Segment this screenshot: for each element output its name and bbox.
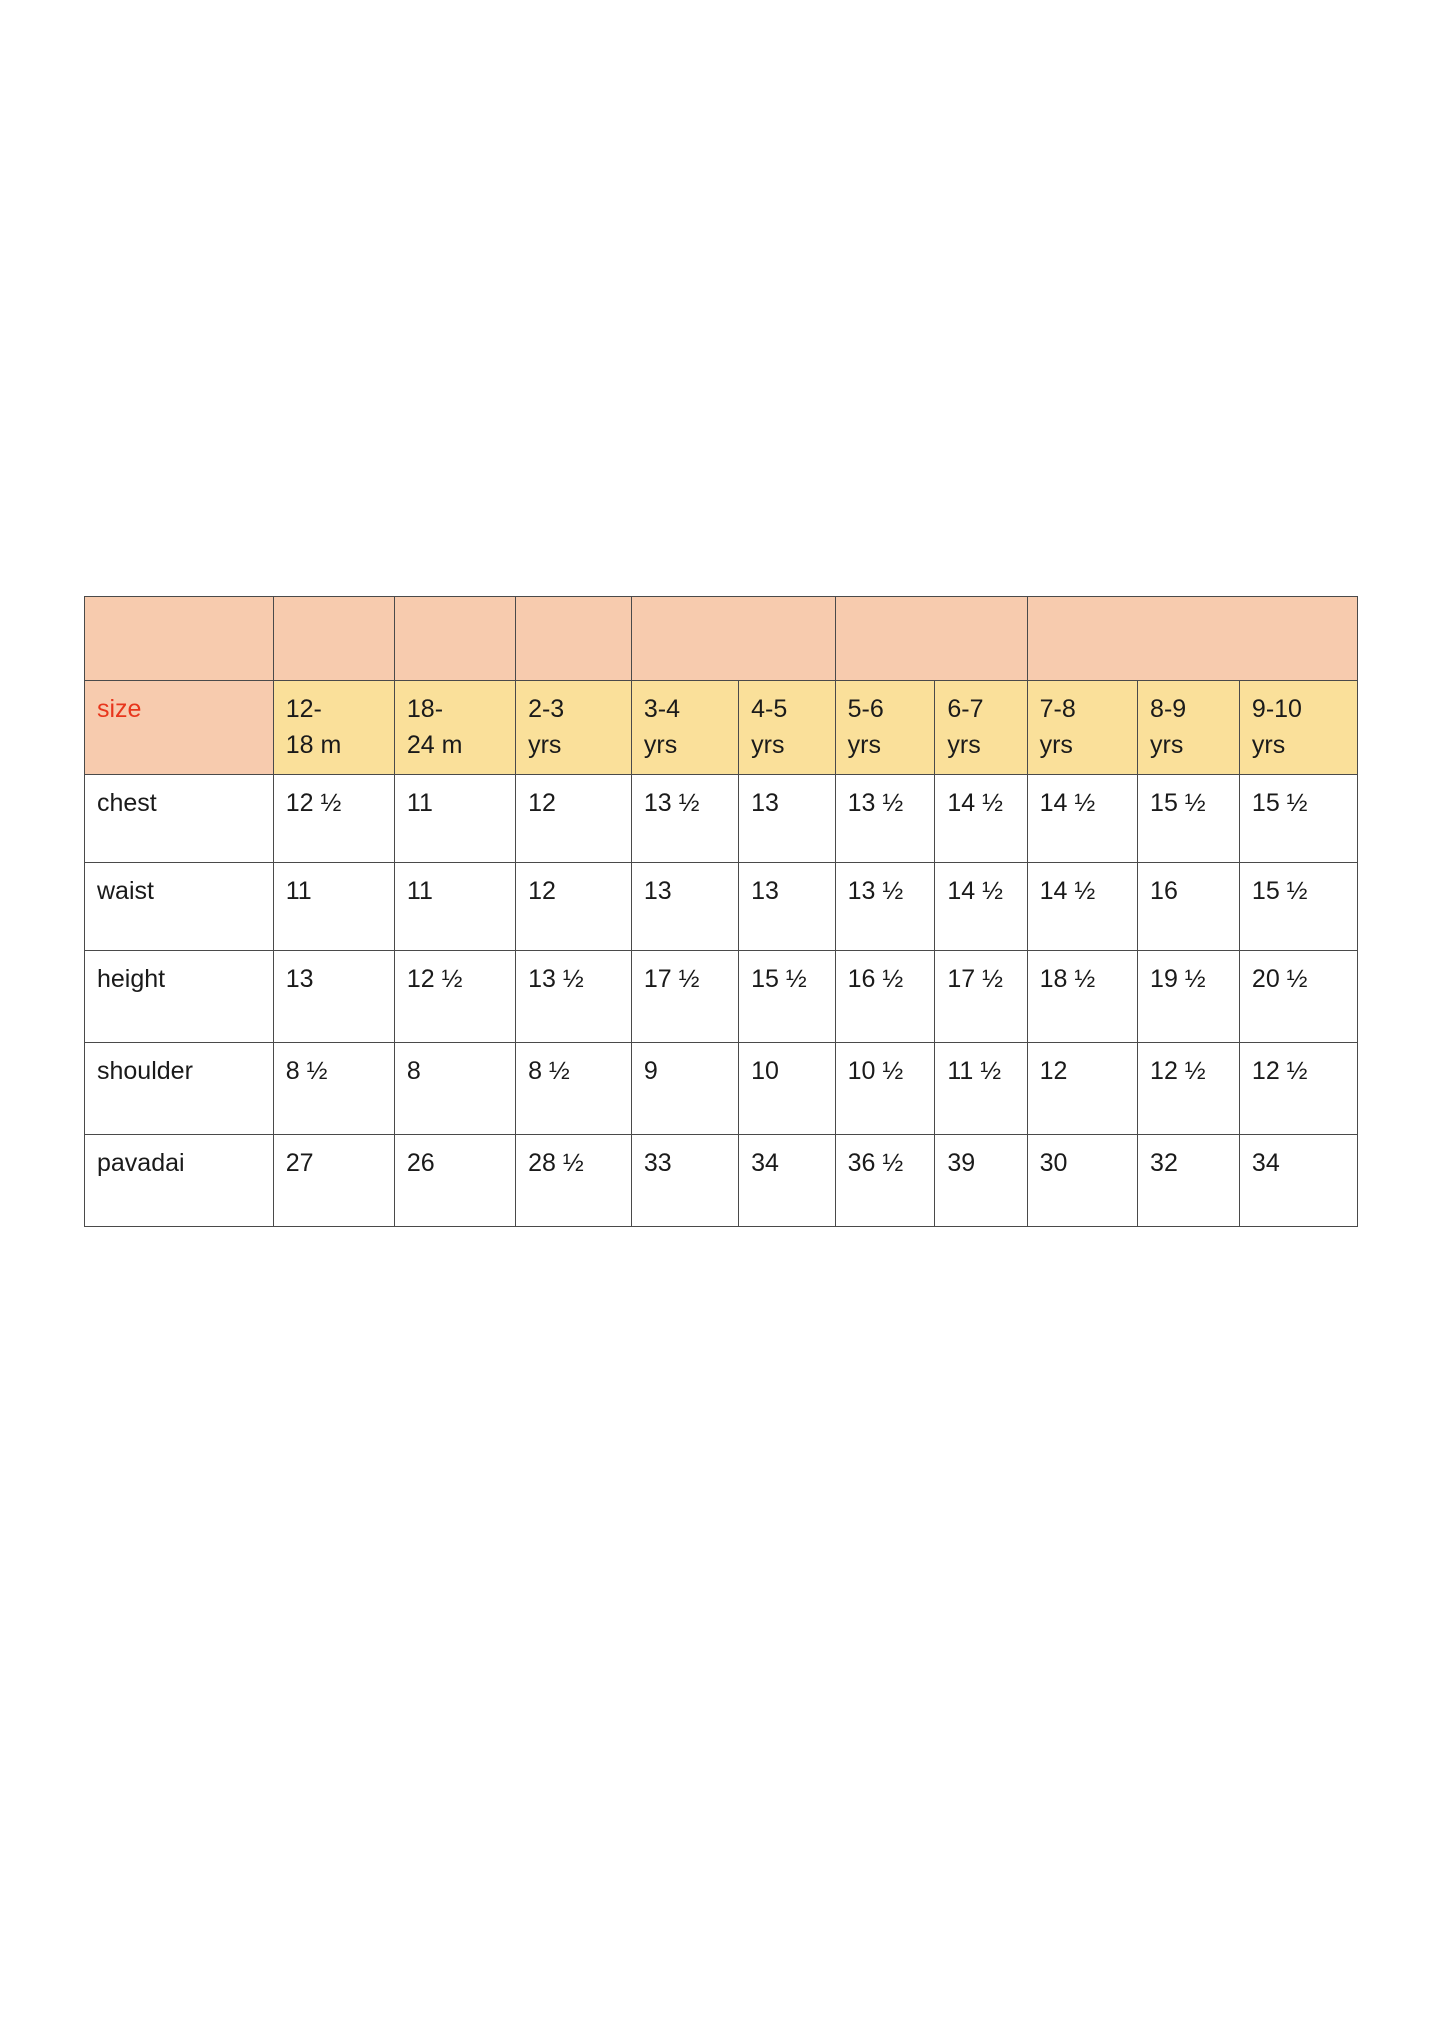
measurement-cell: 14 ½	[935, 774, 1027, 862]
measurement-cell: 14 ½	[1027, 774, 1137, 862]
size-line-2: yrs	[1150, 731, 1184, 760]
size-column-header	[516, 681, 632, 775]
table-row	[85, 950, 1358, 1042]
measurement-cell: 34	[1239, 1134, 1357, 1226]
measurement-cell: 28 ½	[516, 1134, 632, 1226]
measurement-cell: 15 ½	[739, 950, 836, 1042]
measurement-cell: 33	[631, 1134, 738, 1226]
measurement-cell: 11 ½	[935, 1042, 1027, 1134]
measurement-cell: 10 ½	[835, 1042, 935, 1134]
measurement-cell: 10	[739, 1042, 836, 1134]
measurement-cell: 27	[273, 1134, 394, 1226]
measurement-cell: 8 ½	[273, 1042, 394, 1134]
size-column-header	[1027, 681, 1137, 775]
size-line-1: 4-5	[751, 695, 788, 723]
size-line-2: yrs	[751, 731, 785, 760]
size-header-row	[85, 681, 1358, 775]
measurement-cell: 34	[739, 1134, 836, 1226]
table-row	[85, 774, 1358, 862]
row-label: height	[85, 950, 274, 1042]
band-cell	[394, 597, 515, 681]
measurement-cell: 11	[394, 862, 515, 950]
size-column-header	[273, 681, 394, 775]
row-label: waist	[85, 862, 274, 950]
measurement-cell: 12	[516, 774, 632, 862]
size-line-2: yrs	[947, 731, 981, 760]
measurement-cell: 39	[935, 1134, 1027, 1226]
table-row	[85, 1042, 1358, 1134]
size-line-1: 5-6	[847, 695, 884, 723]
size-column-header	[935, 681, 1027, 775]
size-line-2: yrs	[643, 731, 678, 760]
size-column-header	[1138, 681, 1240, 775]
measurement-cell: 8 ½	[516, 1042, 632, 1134]
size-line-1: 12-	[285, 695, 322, 723]
measurement-cell: 12 ½	[1239, 1042, 1357, 1134]
size-line-2: 24 m	[406, 731, 463, 760]
size-line-2: 18 m	[285, 731, 342, 760]
row-label: chest	[85, 774, 274, 862]
table-row	[85, 1134, 1358, 1226]
measurement-cell: 36 ½	[835, 1134, 935, 1226]
size-line-1: 7-8	[1039, 695, 1076, 723]
table-row	[85, 862, 1358, 950]
row-label: shoulder	[85, 1042, 274, 1134]
measurement-cell: 8	[394, 1042, 515, 1134]
measurement-cell: 9	[631, 1042, 738, 1134]
measurement-cell: 32	[1138, 1134, 1240, 1226]
size-line-2: yrs	[528, 731, 562, 760]
measurement-cell: 15 ½	[1138, 774, 1240, 862]
band-cell	[516, 597, 632, 681]
size-column-header	[631, 681, 738, 775]
size-chart-table	[84, 596, 1358, 1227]
size-line-1: 9-10	[1251, 695, 1302, 723]
measurement-cell: 19 ½	[1138, 950, 1240, 1042]
measurement-cell: 15 ½	[1239, 862, 1357, 950]
size-line-2: yrs	[1251, 731, 1286, 760]
size-line-1: 6-7	[947, 695, 984, 723]
size-column-header	[835, 681, 935, 775]
measurement-cell: 16 ½	[835, 950, 935, 1042]
measurement-cell: 12 ½	[273, 774, 394, 862]
measurement-cell: 12	[1027, 1042, 1137, 1134]
measurement-cell: 13	[273, 950, 394, 1042]
measurement-cell: 13 ½	[835, 774, 935, 862]
size-line-2: yrs	[847, 731, 881, 760]
measurement-cell: 13	[631, 862, 738, 950]
size-column-header	[739, 681, 836, 775]
measurement-cell: 17 ½	[935, 950, 1027, 1042]
measurement-cell: 11	[273, 862, 394, 950]
size-line-1: 2-3	[528, 695, 565, 723]
size-header-label: size	[85, 681, 274, 775]
measurement-cell: 17 ½	[631, 950, 738, 1042]
measurement-cell: 14 ½	[935, 862, 1027, 950]
measurement-cell: 16	[1138, 862, 1240, 950]
band-cell	[631, 597, 835, 681]
band-cell	[1027, 597, 1357, 681]
size-column-header	[394, 681, 515, 775]
measurement-cell: 18 ½	[1027, 950, 1137, 1042]
band-cell	[85, 597, 274, 681]
measurement-cell: 14 ½	[1027, 862, 1137, 950]
size-line-1: 8-9	[1150, 695, 1187, 723]
size-line-1: 18-	[406, 695, 444, 723]
measurement-cell: 12 ½	[1138, 1042, 1240, 1134]
row-label: pavadai	[85, 1134, 274, 1226]
measurement-cell: 13 ½	[631, 774, 738, 862]
measurement-cell: 13 ½	[835, 862, 935, 950]
band-cell	[835, 597, 1027, 681]
size-chart-container	[84, 596, 1358, 1227]
size-line-2: yrs	[1039, 731, 1073, 760]
measurement-cell: 13 ½	[516, 950, 632, 1042]
measurement-cell: 12	[516, 862, 632, 950]
measurement-cell: 12 ½	[394, 950, 515, 1042]
band-cell	[273, 597, 394, 681]
measurement-cell: 13	[739, 774, 836, 862]
size-line-1: 3-4	[643, 695, 681, 723]
measurement-cell: 15 ½	[1239, 774, 1357, 862]
measurement-cell: 13	[739, 862, 836, 950]
measurement-cell: 26	[394, 1134, 515, 1226]
measurement-cell: 11	[394, 774, 515, 862]
size-column-header	[1239, 681, 1357, 775]
table-top-band-row	[85, 597, 1358, 681]
measurement-cell: 30	[1027, 1134, 1137, 1226]
measurement-cell: 20 ½	[1239, 950, 1357, 1042]
